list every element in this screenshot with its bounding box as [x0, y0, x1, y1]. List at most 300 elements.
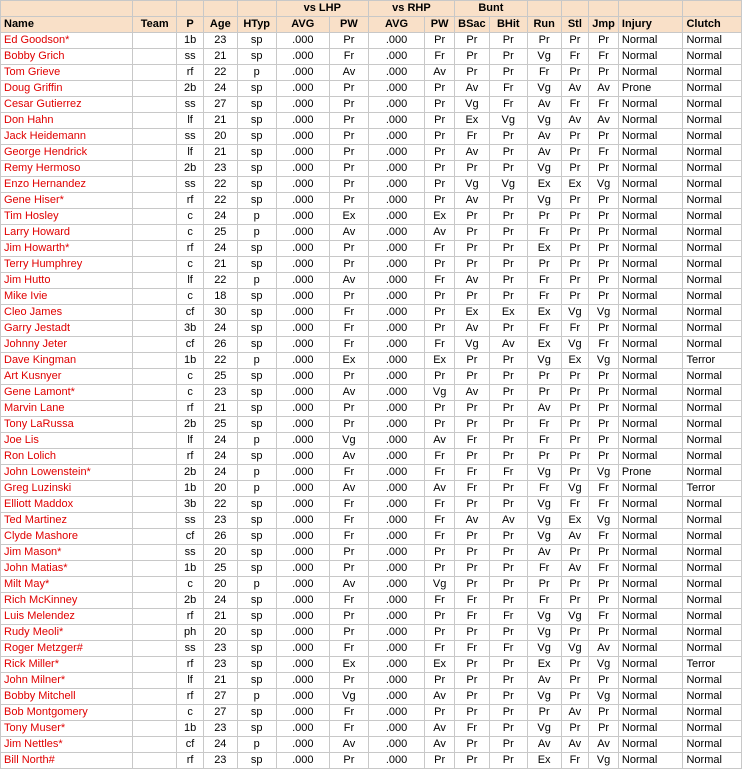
running-cell[interactable]: Av [527, 129, 561, 145]
team-cell[interactable] [133, 673, 177, 689]
lhp-power-cell[interactable]: Pr [329, 369, 368, 385]
running-cell[interactable]: Vg [527, 81, 561, 97]
jump-cell[interactable]: Pr [589, 321, 619, 337]
team-cell[interactable] [133, 65, 177, 81]
jump-cell[interactable]: Pr [589, 449, 619, 465]
injury-cell[interactable]: Normal [618, 161, 683, 177]
player-name-cell[interactable]: Rich McKinney [1, 593, 133, 609]
clutch-cell[interactable]: Normal [683, 433, 742, 449]
position-cell[interactable]: ss [177, 177, 204, 193]
hit-type-cell[interactable]: p [237, 481, 276, 497]
bunt-sac-cell[interactable]: Fr [454, 465, 489, 481]
lhp-avg-cell[interactable]: .000 [276, 481, 329, 497]
rhp-power-cell[interactable]: Av [425, 721, 455, 737]
bunt-hit-cell[interactable]: Fr [489, 641, 527, 657]
injury-cell[interactable]: Normal [618, 273, 683, 289]
lhp-avg-cell[interactable]: .000 [276, 545, 329, 561]
rhp-power-cell[interactable]: Fr [425, 529, 455, 545]
rhp-avg-cell[interactable]: .000 [368, 97, 424, 113]
player-name-cell[interactable]: Art Kusnyer [1, 369, 133, 385]
hit-type-cell[interactable]: sp [237, 401, 276, 417]
bunt-hit-cell[interactable]: Pr [489, 529, 527, 545]
running-cell[interactable]: Vg [527, 609, 561, 625]
bunt-hit-cell[interactable]: Pr [489, 353, 527, 369]
rhp-avg-cell[interactable]: .000 [368, 49, 424, 65]
stealing-cell[interactable]: Av [561, 81, 589, 97]
player-name-cell[interactable]: Jim Nettles* [1, 737, 133, 753]
stealing-cell[interactable]: Pr [561, 449, 589, 465]
lhp-power-cell[interactable]: Av [329, 737, 368, 753]
table-row[interactable] [1, 33, 742, 49]
bunt-sac-cell[interactable]: Fr [454, 129, 489, 145]
bunt-hit-cell[interactable]: Pr [489, 481, 527, 497]
rhp-power-cell[interactable]: Pr [425, 753, 455, 769]
running-cell[interactable]: Vg [527, 721, 561, 737]
lhp-power-cell[interactable]: Vg [329, 433, 368, 449]
stealing-cell[interactable]: Pr [561, 417, 589, 433]
lhp-avg-cell[interactable]: .000 [276, 257, 329, 273]
running-cell[interactable]: Fr [527, 433, 561, 449]
rhp-avg-cell[interactable]: .000 [368, 241, 424, 257]
lhp-avg-cell[interactable]: .000 [276, 609, 329, 625]
table-row[interactable] [1, 481, 742, 497]
lhp-avg-cell[interactable]: .000 [276, 97, 329, 113]
team-cell[interactable] [133, 145, 177, 161]
running-cell[interactable]: Av [527, 145, 561, 161]
col-header-bsac[interactable]: BSac [454, 17, 489, 33]
rhp-power-cell[interactable]: Pr [425, 81, 455, 97]
hit-type-cell[interactable]: sp [237, 417, 276, 433]
table-row[interactable] [1, 273, 742, 289]
table-row[interactable] [1, 97, 742, 113]
age-cell[interactable]: 30 [203, 305, 237, 321]
team-cell[interactable] [133, 369, 177, 385]
lhp-power-cell[interactable]: Pr [329, 561, 368, 577]
col-header-htyp[interactable]: HTyp [237, 17, 276, 33]
clutch-cell[interactable]: Normal [683, 561, 742, 577]
running-cell[interactable]: Vg [527, 161, 561, 177]
bunt-sac-cell[interactable]: Pr [454, 225, 489, 241]
bunt-hit-cell[interactable]: Pr [489, 705, 527, 721]
team-cell[interactable] [133, 561, 177, 577]
lhp-power-cell[interactable]: Fr [329, 513, 368, 529]
col-header-run[interactable]: Run [527, 17, 561, 33]
bunt-hit-cell[interactable]: Pr [489, 417, 527, 433]
hit-type-cell[interactable]: sp [237, 593, 276, 609]
bunt-hit-cell[interactable]: Pr [489, 49, 527, 65]
clutch-cell[interactable]: Normal [683, 65, 742, 81]
hit-type-cell[interactable]: sp [237, 145, 276, 161]
stealing-cell[interactable]: Vg [561, 481, 589, 497]
lhp-avg-cell[interactable]: .000 [276, 65, 329, 81]
team-cell[interactable] [133, 161, 177, 177]
bunt-hit-cell[interactable]: Pr [489, 689, 527, 705]
age-cell[interactable]: 24 [203, 449, 237, 465]
team-cell[interactable] [133, 625, 177, 641]
stealing-cell[interactable]: Vg [561, 337, 589, 353]
position-cell[interactable]: rf [177, 193, 204, 209]
clutch-cell[interactable]: Normal [683, 273, 742, 289]
position-cell[interactable]: c [177, 289, 204, 305]
rhp-power-cell[interactable]: Pr [425, 305, 455, 321]
bunt-hit-cell[interactable]: Pr [489, 65, 527, 81]
injury-cell[interactable]: Normal [618, 721, 683, 737]
lhp-power-cell[interactable]: Pr [329, 33, 368, 49]
rhp-avg-cell[interactable]: .000 [368, 209, 424, 225]
bunt-sac-cell[interactable]: Pr [454, 753, 489, 769]
position-cell[interactable]: cf [177, 305, 204, 321]
clutch-cell[interactable]: Normal [683, 705, 742, 721]
bunt-sac-cell[interactable]: Pr [454, 369, 489, 385]
hit-type-cell[interactable]: sp [237, 545, 276, 561]
rhp-power-cell[interactable]: Pr [425, 321, 455, 337]
age-cell[interactable]: 22 [203, 273, 237, 289]
lhp-power-cell[interactable]: Vg [329, 689, 368, 705]
jump-cell[interactable]: Pr [589, 161, 619, 177]
jump-cell[interactable]: Vg [589, 177, 619, 193]
stealing-cell[interactable]: Pr [561, 625, 589, 641]
stealing-cell[interactable]: Vg [561, 641, 589, 657]
team-cell[interactable] [133, 721, 177, 737]
clutch-cell[interactable]: Normal [683, 465, 742, 481]
rhp-power-cell[interactable]: Av [425, 737, 455, 753]
team-cell[interactable] [133, 289, 177, 305]
hit-type-cell[interactable]: sp [237, 657, 276, 673]
jump-cell[interactable]: Pr [589, 129, 619, 145]
bunt-sac-cell[interactable]: Pr [454, 65, 489, 81]
player-name-cell[interactable]: Milt May* [1, 577, 133, 593]
clutch-cell[interactable]: Normal [683, 625, 742, 641]
stealing-cell[interactable]: Pr [561, 65, 589, 81]
team-cell[interactable] [133, 241, 177, 257]
player-name-cell[interactable]: Cleo James [1, 305, 133, 321]
bunt-hit-cell[interactable]: Pr [489, 561, 527, 577]
team-cell[interactable] [133, 513, 177, 529]
clutch-cell[interactable]: Normal [683, 385, 742, 401]
stealing-cell[interactable]: Pr [561, 433, 589, 449]
stealing-cell[interactable]: Av [561, 561, 589, 577]
table-row[interactable] [1, 337, 742, 353]
player-name-cell[interactable]: Bobby Grich [1, 49, 133, 65]
rhp-power-cell[interactable]: Fr [425, 513, 455, 529]
team-cell[interactable] [133, 49, 177, 65]
age-cell[interactable]: 24 [203, 209, 237, 225]
clutch-cell[interactable]: Terror [683, 481, 742, 497]
stealing-cell[interactable]: Ex [561, 177, 589, 193]
lhp-power-cell[interactable]: Fr [329, 529, 368, 545]
team-cell[interactable] [133, 209, 177, 225]
player-name-cell[interactable]: Jack Heidemann [1, 129, 133, 145]
injury-cell[interactable]: Normal [618, 129, 683, 145]
lhp-avg-cell[interactable]: .000 [276, 529, 329, 545]
jump-cell[interactable]: Pr [589, 193, 619, 209]
table-row[interactable] [1, 305, 742, 321]
bunt-sac-cell[interactable]: Fr [454, 433, 489, 449]
player-name-cell[interactable]: Doug Griffin [1, 81, 133, 97]
hit-type-cell[interactable]: sp [237, 81, 276, 97]
stealing-cell[interactable]: Pr [561, 657, 589, 673]
position-cell[interactable]: lf [177, 113, 204, 129]
col-header-rhp-pw[interactable]: PW [425, 17, 455, 33]
clutch-cell[interactable]: Normal [683, 33, 742, 49]
bunt-hit-cell[interactable]: Pr [489, 673, 527, 689]
age-cell[interactable]: 23 [203, 33, 237, 49]
stealing-cell[interactable]: Fr [561, 321, 589, 337]
hit-type-cell[interactable]: sp [237, 193, 276, 209]
clutch-cell[interactable]: Normal [683, 673, 742, 689]
position-cell[interactable]: cf [177, 337, 204, 353]
table-row[interactable] [1, 81, 742, 97]
table-row[interactable] [1, 609, 742, 625]
age-cell[interactable]: 23 [203, 513, 237, 529]
rhp-avg-cell[interactable]: .000 [368, 689, 424, 705]
lhp-power-cell[interactable]: Ex [329, 353, 368, 369]
lhp-power-cell[interactable]: Pr [329, 545, 368, 561]
bunt-hit-cell[interactable]: Fr [489, 609, 527, 625]
hit-type-cell[interactable]: sp [237, 321, 276, 337]
lhp-avg-cell[interactable]: .000 [276, 273, 329, 289]
bunt-hit-cell[interactable]: Vg [489, 113, 527, 129]
player-name-cell[interactable]: Terry Humphrey [1, 257, 133, 273]
bunt-hit-cell[interactable]: Pr [489, 737, 527, 753]
rhp-power-cell[interactable]: Pr [425, 193, 455, 209]
player-name-cell[interactable]: Dave Kingman [1, 353, 133, 369]
table-row[interactable] [1, 625, 742, 641]
jump-cell[interactable]: Pr [589, 257, 619, 273]
lhp-power-cell[interactable]: Pr [329, 401, 368, 417]
bunt-hit-cell[interactable]: Pr [489, 225, 527, 241]
stealing-cell[interactable]: Pr [561, 545, 589, 561]
jump-cell[interactable]: Pr [589, 209, 619, 225]
team-cell[interactable] [133, 353, 177, 369]
lhp-power-cell[interactable]: Pr [329, 257, 368, 273]
running-cell[interactable]: Vg [527, 497, 561, 513]
bunt-hit-cell[interactable]: Pr [489, 577, 527, 593]
table-row[interactable] [1, 513, 742, 529]
age-cell[interactable]: 24 [203, 81, 237, 97]
team-cell[interactable] [133, 737, 177, 753]
stealing-cell[interactable]: Fr [561, 97, 589, 113]
position-cell[interactable]: ss [177, 513, 204, 529]
rhp-avg-cell[interactable]: .000 [368, 417, 424, 433]
injury-cell[interactable]: Normal [618, 401, 683, 417]
position-cell[interactable]: ss [177, 641, 204, 657]
lhp-avg-cell[interactable]: .000 [276, 753, 329, 769]
table-row[interactable] [1, 353, 742, 369]
team-cell[interactable] [133, 657, 177, 673]
bunt-sac-cell[interactable]: Vg [454, 177, 489, 193]
rhp-power-cell[interactable]: Av [425, 689, 455, 705]
rhp-avg-cell[interactable]: .000 [368, 673, 424, 689]
age-cell[interactable]: 21 [203, 673, 237, 689]
position-cell[interactable]: rf [177, 401, 204, 417]
position-cell[interactable]: 1b [177, 353, 204, 369]
player-name-cell[interactable]: John Matias* [1, 561, 133, 577]
rhp-power-cell[interactable]: Pr [425, 561, 455, 577]
stealing-cell[interactable]: Pr [561, 385, 589, 401]
jump-cell[interactable]: Pr [589, 33, 619, 49]
bunt-sac-cell[interactable]: Pr [454, 401, 489, 417]
bunt-hit-cell[interactable]: Pr [489, 273, 527, 289]
bunt-sac-cell[interactable]: Pr [454, 497, 489, 513]
team-cell[interactable] [133, 337, 177, 353]
injury-cell[interactable]: Normal [618, 513, 683, 529]
jump-cell[interactable]: Vg [589, 465, 619, 481]
rhp-power-cell[interactable]: Fr [425, 241, 455, 257]
running-cell[interactable]: Vg [527, 353, 561, 369]
player-name-cell[interactable]: Jim Mason* [1, 545, 133, 561]
bunt-sac-cell[interactable]: Pr [454, 417, 489, 433]
bunt-sac-cell[interactable]: Av [454, 321, 489, 337]
bunt-hit-cell[interactable]: Pr [489, 33, 527, 49]
player-name-cell[interactable]: Ted Martinez [1, 513, 133, 529]
rhp-power-cell[interactable]: Pr [425, 33, 455, 49]
bunt-sac-cell[interactable]: Fr [454, 481, 489, 497]
col-header-age[interactable]: Age [203, 17, 237, 33]
lhp-avg-cell[interactable]: .000 [276, 593, 329, 609]
jump-cell[interactable]: Pr [589, 673, 619, 689]
running-cell[interactable]: Ex [527, 177, 561, 193]
age-cell[interactable]: 26 [203, 529, 237, 545]
rhp-power-cell[interactable]: Ex [425, 209, 455, 225]
rhp-power-cell[interactable]: Pr [425, 289, 455, 305]
bunt-hit-cell[interactable]: Pr [489, 497, 527, 513]
rhp-avg-cell[interactable]: .000 [368, 657, 424, 673]
rhp-avg-cell[interactable]: .000 [368, 369, 424, 385]
jump-cell[interactable]: Fr [589, 97, 619, 113]
lhp-avg-cell[interactable]: .000 [276, 177, 329, 193]
rhp-power-cell[interactable]: Pr [425, 401, 455, 417]
player-name-cell[interactable]: Tim Hosley [1, 209, 133, 225]
clutch-cell[interactable]: Normal [683, 577, 742, 593]
hit-type-cell[interactable]: sp [237, 33, 276, 49]
bunt-sac-cell[interactable]: Pr [454, 529, 489, 545]
rhp-avg-cell[interactable]: .000 [368, 305, 424, 321]
bunt-sac-cell[interactable]: Av [454, 145, 489, 161]
bunt-sac-cell[interactable]: Pr [454, 161, 489, 177]
stealing-cell[interactable]: Pr [561, 465, 589, 481]
hit-type-cell[interactable]: sp [237, 241, 276, 257]
rhp-avg-cell[interactable]: .000 [368, 129, 424, 145]
position-cell[interactable]: rf [177, 241, 204, 257]
clutch-cell[interactable]: Normal [683, 449, 742, 465]
injury-cell[interactable]: Normal [618, 193, 683, 209]
jump-cell[interactable]: Pr [589, 273, 619, 289]
rhp-power-cell[interactable]: Fr [425, 465, 455, 481]
jump-cell[interactable]: Pr [589, 241, 619, 257]
player-name-cell[interactable]: Gene Hiser* [1, 193, 133, 209]
rhp-avg-cell[interactable]: .000 [368, 65, 424, 81]
player-name-cell[interactable]: John Milner* [1, 673, 133, 689]
position-cell[interactable]: cf [177, 529, 204, 545]
stealing-cell[interactable]: Fr [561, 49, 589, 65]
running-cell[interactable]: Fr [527, 561, 561, 577]
running-cell[interactable]: Av [527, 737, 561, 753]
team-cell[interactable] [133, 129, 177, 145]
table-row[interactable] [1, 497, 742, 513]
jump-cell[interactable]: Pr [589, 593, 619, 609]
position-cell[interactable]: rf [177, 657, 204, 673]
team-cell[interactable] [133, 689, 177, 705]
table-row[interactable] [1, 209, 742, 225]
rhp-avg-cell[interactable]: .000 [368, 737, 424, 753]
stealing-cell[interactable]: Pr [561, 33, 589, 49]
injury-cell[interactable]: Normal [618, 417, 683, 433]
hit-type-cell[interactable]: sp [237, 673, 276, 689]
hit-type-cell[interactable]: p [237, 209, 276, 225]
bunt-sac-cell[interactable]: Pr [454, 257, 489, 273]
bunt-hit-cell[interactable]: Pr [489, 145, 527, 161]
col-header-name[interactable]: Name [1, 17, 133, 33]
stealing-cell[interactable]: Pr [561, 241, 589, 257]
position-cell[interactable]: 3b [177, 497, 204, 513]
player-name-cell[interactable]: Larry Howard [1, 225, 133, 241]
lhp-avg-cell[interactable]: .000 [276, 625, 329, 641]
bunt-hit-cell[interactable]: Pr [489, 593, 527, 609]
rhp-avg-cell[interactable]: .000 [368, 401, 424, 417]
injury-cell[interactable]: Normal [618, 65, 683, 81]
position-cell[interactable]: lf [177, 673, 204, 689]
hit-type-cell[interactable]: sp [237, 449, 276, 465]
bunt-sac-cell[interactable]: Pr [454, 545, 489, 561]
rhp-power-cell[interactable]: Pr [425, 369, 455, 385]
player-name-cell[interactable]: Tony LaRussa [1, 417, 133, 433]
rhp-power-cell[interactable]: Pr [425, 609, 455, 625]
age-cell[interactable]: 18 [203, 289, 237, 305]
col-header-stl[interactable]: Stl [561, 17, 589, 33]
bunt-sac-cell[interactable]: Av [454, 81, 489, 97]
player-name-cell[interactable]: Rick Miller* [1, 657, 133, 673]
table-row[interactable] [1, 49, 742, 65]
clutch-cell[interactable]: Normal [683, 513, 742, 529]
jump-cell[interactable]: Vg [589, 353, 619, 369]
jump-cell[interactable]: Vg [589, 513, 619, 529]
bunt-hit-cell[interactable]: Av [489, 337, 527, 353]
clutch-cell[interactable]: Normal [683, 401, 742, 417]
bunt-hit-cell[interactable]: Pr [489, 433, 527, 449]
bunt-sac-cell[interactable]: Pr [454, 49, 489, 65]
table-row[interactable] [1, 257, 742, 273]
player-name-cell[interactable]: Rudy Meoli* [1, 625, 133, 641]
team-cell[interactable] [133, 753, 177, 769]
rhp-avg-cell[interactable]: .000 [368, 145, 424, 161]
bunt-hit-cell[interactable]: Pr [489, 289, 527, 305]
clutch-cell[interactable]: Normal [683, 177, 742, 193]
running-cell[interactable]: Fr [527, 593, 561, 609]
clutch-cell[interactable]: Terror [683, 657, 742, 673]
jump-cell[interactable]: Pr [589, 577, 619, 593]
lhp-avg-cell[interactable]: .000 [276, 241, 329, 257]
lhp-avg-cell[interactable]: .000 [276, 417, 329, 433]
injury-cell[interactable]: Normal [618, 145, 683, 161]
lhp-power-cell[interactable]: Fr [329, 721, 368, 737]
clutch-cell[interactable]: Normal [683, 257, 742, 273]
col-header-team[interactable]: Team [133, 17, 177, 33]
bunt-sac-cell[interactable]: Fr [454, 609, 489, 625]
bunt-hit-cell[interactable]: Pr [489, 241, 527, 257]
bunt-hit-cell[interactable]: Fr [489, 465, 527, 481]
hit-type-cell[interactable]: p [237, 465, 276, 481]
bunt-hit-cell[interactable]: Pr [489, 257, 527, 273]
age-cell[interactable]: 21 [203, 401, 237, 417]
bunt-sac-cell[interactable]: Pr [454, 289, 489, 305]
clutch-cell[interactable]: Normal [683, 193, 742, 209]
clutch-cell[interactable]: Normal [683, 337, 742, 353]
lhp-avg-cell[interactable]: .000 [276, 449, 329, 465]
age-cell[interactable]: 24 [203, 321, 237, 337]
position-cell[interactable]: ss [177, 129, 204, 145]
injury-cell[interactable]: Normal [618, 209, 683, 225]
